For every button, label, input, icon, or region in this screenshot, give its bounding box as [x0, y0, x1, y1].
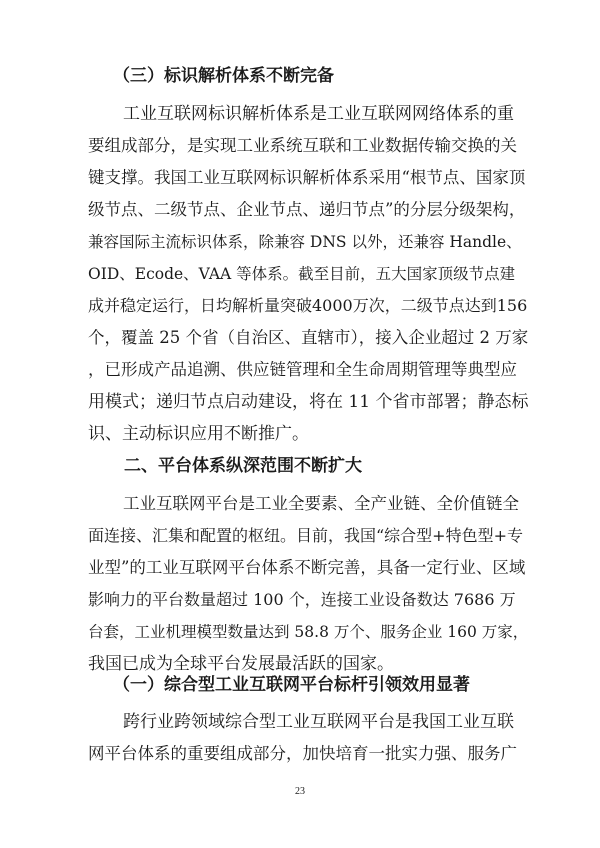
text-line: OID、Ecode、VAA 等体系。截至目前，五大国家顶级节点建 [88, 265, 516, 283]
text-line: 个，覆盖 25 个省（自治区、直辖市），接入企业超过 2 万家 [88, 328, 529, 347]
paragraph-comprehensive-platform [88, 706, 528, 770]
text-line: ，已形成产品追溯、供应链管理和全生命周期管理等典型应 [88, 360, 517, 379]
text-line: 要组成部分，是实现工业系统互联和工业数据传输交换的关 [88, 136, 517, 155]
section-heading-identifier-resolution: （三）标识解析体系不断完备 [113, 66, 334, 86]
text-line: 键支撑。我国工业互联网标识解析体系采用“根节点、国家顶 [88, 168, 526, 187]
text-line: 用模式；递归节点启动建设，将在 11 个省市部署；静态标 [88, 392, 529, 412]
text-line: 级节点、二级节点、企业节点、递归节点”的分层分级架构， [88, 200, 526, 219]
text-line: 面连接、汇集和配置的枢纽。目前，我国“综合型+特色型+专 [88, 526, 523, 545]
page-number: 23 [295, 786, 305, 797]
text-line: 兼容国际主流标识体系，除兼容 DNS 以外，还兼容 Handle、 [88, 233, 522, 251]
text-line: 业型”的工业互联网平台体系不断完善，具备一定行业、区域 [88, 558, 526, 577]
text-line: 网平台体系的重要组成部分，加快培育一批实力强、服务广 [88, 744, 517, 763]
paragraph-platform-system [88, 488, 528, 680]
paragraph-identifier-resolution [88, 98, 528, 450]
text-line: 台套，工业机理模型数量达到 58.8 万个、服务企业 160 万家， [88, 623, 529, 641]
text-line: 识、主动标识应用不断推广。 [88, 424, 309, 444]
text-line: 工业互联网平台是工业全要素、全产业链、全价值链全 [123, 494, 519, 513]
text-line: 跨行业跨领域综合型工业互联网平台是我国工业互联 [123, 712, 514, 732]
section-heading-comprehensive-platform: （一）综合型工业互联网平台标杆引领效用显著 [113, 675, 470, 695]
text-line: 影响力的平台数量超过 100 个，连接工业设备数达 7686 万 [88, 590, 516, 609]
text-line: 我国已成为全球平台发展最活跃的国家。 [88, 654, 394, 674]
text-line: 工业互联网标识解析体系是工业互联网网络体系的重 [123, 104, 514, 124]
chapter-heading-platform-system: 二、平台体系纵深范围不断扩大 [124, 456, 362, 476]
text-line: 成并稳定运行，日均解析量突破4000万次，二级节点达到156 [88, 296, 528, 315]
